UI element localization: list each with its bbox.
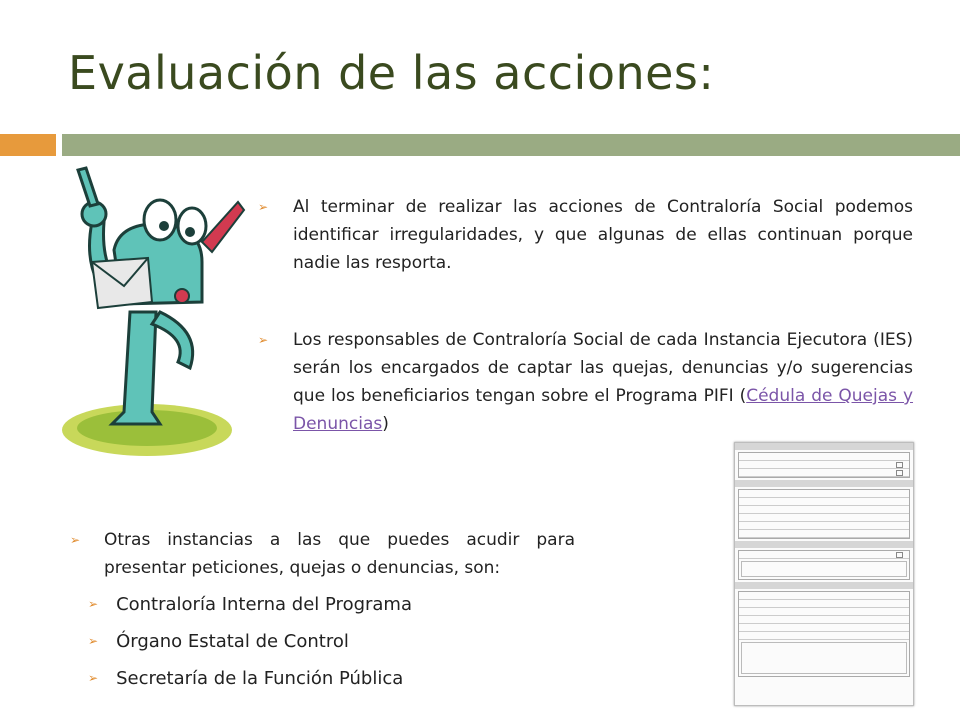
bullet-text-part: Los responsables de Contraloría Social de cada Instancia Ejecutora (IES) serán los encargados de captar las quejas, denuncias y/o sugerencias que los beneficiarios tengan sobre el Programa PIFI (	[293, 330, 913, 406]
bullet-text: Al terminar de realizar las acciones de Contraloría Social podemos identificar irregularidades, y que algunas de ellas continuan porque nadie las resporta.	[293, 197, 913, 273]
arrow-bullet-icon: ➢	[258, 333, 269, 347]
form-section	[738, 550, 910, 580]
arrow-bullet-icon: ➢	[258, 200, 269, 214]
bullet-item	[70, 526, 575, 582]
bullet-text: Otras instancias a las que puedes acudir para presentar peticiones, quejas o denuncias, son:	[104, 530, 575, 578]
bullet-item	[258, 326, 913, 438]
arrow-bullet-icon: ➢	[88, 597, 99, 611]
form-header-bar	[735, 443, 913, 450]
sub-item-label: Contraloría Interna del Programa	[116, 594, 412, 615]
form-section	[738, 489, 910, 539]
accent-bar-orange	[0, 134, 56, 156]
sub-list-item	[88, 631, 349, 652]
accent-bar-green	[62, 134, 960, 156]
arrow-bullet-icon: ➢	[88, 671, 99, 685]
bullet-item	[258, 193, 913, 277]
arrow-bullet-icon: ➢	[88, 634, 99, 648]
form-header-bar	[735, 582, 913, 589]
complaint-form-thumbnail	[734, 442, 914, 706]
form-section	[738, 591, 910, 677]
page-title: Evaluación de las acciones:	[68, 46, 715, 100]
form-header-bar	[735, 541, 913, 548]
sub-item-label: Órgano Estatal de Control	[116, 631, 349, 652]
sub-list-item	[88, 668, 403, 689]
sub-list-item	[88, 594, 412, 615]
form-section	[738, 452, 910, 478]
bullet-text-end: )	[382, 414, 389, 434]
mailbox-mascot-icon	[52, 162, 248, 468]
cedula-quejas-link[interactable]: Cédula de Quejas y Denuncias	[293, 386, 914, 434]
arrow-bullet-icon: ➢	[70, 533, 81, 547]
bullet-text	[293, 326, 913, 438]
sub-item-label: Secretaría de la Función Pública	[116, 668, 404, 689]
form-header-bar	[735, 480, 913, 487]
